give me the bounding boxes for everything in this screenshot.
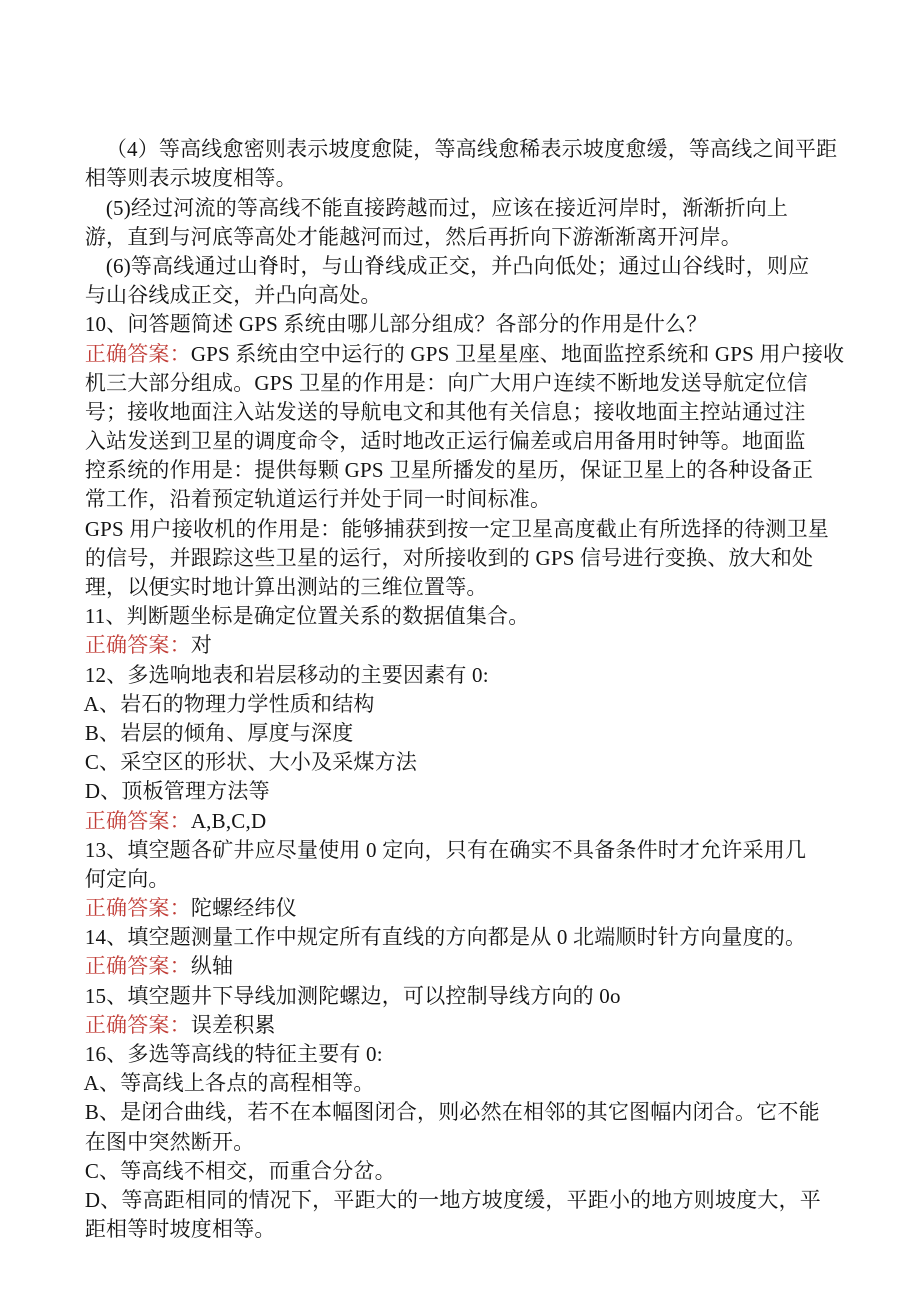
line-text: D、顶板管理方法等 bbox=[84, 779, 270, 804]
answer-label-text: 正确答案： bbox=[84, 896, 191, 921]
line-text: 纵轴 bbox=[190, 954, 234, 979]
line-text: (6)等高线通过山脊时，与山脊线成正交，并凸向低处；通过山谷线时，则应 bbox=[105, 253, 810, 278]
line-text: 10、问答题简述 GPS 系统由哪儿部分组成？各部分的作用是什么？ bbox=[84, 312, 708, 337]
line-text: C、采空区的形状、大小及采煤方法 bbox=[84, 750, 418, 775]
line-text: 对 bbox=[190, 633, 213, 658]
answer-label-text: 正确答案： bbox=[84, 1012, 191, 1037]
line-text: 与山谷线成正交，并凸向高处。 bbox=[84, 283, 382, 308]
document-line bbox=[63, 865, 860, 921]
line-text: 理，以便实时地计算出测站的三维位置等。 bbox=[84, 575, 488, 600]
line-text: 距相等时坡度相等。 bbox=[84, 1217, 276, 1242]
line-text: C、等高线不相交，而重合分岔。 bbox=[84, 1158, 396, 1183]
document-body bbox=[63, 106, 860, 1242]
line-text: 13、填空题各矿井应尽量使用 0 定向，只有在确实不具备条件时才允许采用几 bbox=[84, 837, 807, 862]
document-line bbox=[63, 106, 860, 162]
answer-label-text: 正确答案： bbox=[84, 954, 191, 979]
answer-label-text: 正确答案： bbox=[84, 808, 191, 833]
line-text: A,B,C,D bbox=[190, 808, 267, 833]
line-text: 15、填空题井下导线加测陀螺边，可以控制导线方向的 0o bbox=[84, 983, 621, 1008]
line-text: GPS 用户接收机的作用是：能够捕获到按一定卫星高度截止有所选择的待测卫星 bbox=[84, 516, 829, 541]
line-text: 游，直到与河底等高处才能越河而过，然后再折向下游渐渐离开河岸。 bbox=[84, 224, 743, 249]
line-text: GPS 系统由空中运行的 GPS 卫星星座、地面监控系统和 GPS 用户接收 bbox=[190, 341, 845, 366]
line-text: D、等高距相同的情况下，平距大的一地方坡度缓，平距小的地方则坡度大，平 bbox=[84, 1187, 821, 1212]
line-text: 16、多选等高线的特征主要有 0: bbox=[84, 1042, 383, 1067]
line-text: 的信号，并跟踪这些卫星的运行，对所接收到的 GPS 信号进行变换、放大和处 bbox=[84, 545, 814, 570]
line-text: 入站发送到卫星的调度命令，适时地改正运行偏差或启用备用时钟等。地面监 bbox=[84, 429, 806, 454]
answer-label-text: 正确答案： bbox=[84, 633, 191, 658]
line-text: 在图中突然断开。 bbox=[84, 1129, 255, 1154]
line-text: 12、多选响地表和岩层移动的主要因素有 0: bbox=[84, 662, 489, 687]
line-text: B、是闭合曲线，若不在本幅图闭合，则必然在相邻的其它图幅内闭合。它不能 bbox=[84, 1100, 820, 1125]
line-text: 控系统的作用是：提供每颗 GPS 卫星所播发的星历，保证卫星上的各种设备正 bbox=[84, 458, 814, 483]
line-text: 误差积累 bbox=[190, 1012, 276, 1037]
line-text: B、岩层的倾角、厚度与深度 bbox=[84, 720, 354, 745]
line-text: A、等高线上各点的高程相等。 bbox=[83, 1071, 375, 1096]
answer-label-text: 正确答案： bbox=[84, 341, 191, 366]
line-text: (5)经过河流的等高线不能直接跨越而过，应该在接近河岸时，渐渐折向上 bbox=[105, 195, 789, 220]
line-text: 11、判断题坐标是确定位置关系的数据值集合。 bbox=[84, 604, 530, 629]
line-text: 机三大部分组成。GPS 卫星的作用是：向广大用户连续不断地发送导航定位信 bbox=[84, 370, 808, 395]
line-text: A、岩石的物理力学性质和结构 bbox=[83, 691, 375, 716]
line-text: 相等则表示坡度相等。 bbox=[84, 166, 297, 191]
line-text: 14、填空题测量工作中规定所有直线的方向都是从 0 北端顺时针方向量度的。 bbox=[84, 925, 807, 950]
line-text: 常工作，沿着预定轨道运行并处于同一时间标准。 bbox=[84, 487, 552, 512]
line-text: （4）等高线愈密则表示坡度愈陡，等高线愈稀表示坡度愈缓，等高线之间平距 bbox=[105, 137, 838, 162]
line-text: 何定向。 bbox=[84, 866, 170, 891]
line-text: 号；接收地面注入站发送的导航电文和其他有关信息；接收地面主控站通过注 bbox=[84, 399, 806, 424]
line-text: 陀螺经纬仪 bbox=[190, 896, 297, 921]
